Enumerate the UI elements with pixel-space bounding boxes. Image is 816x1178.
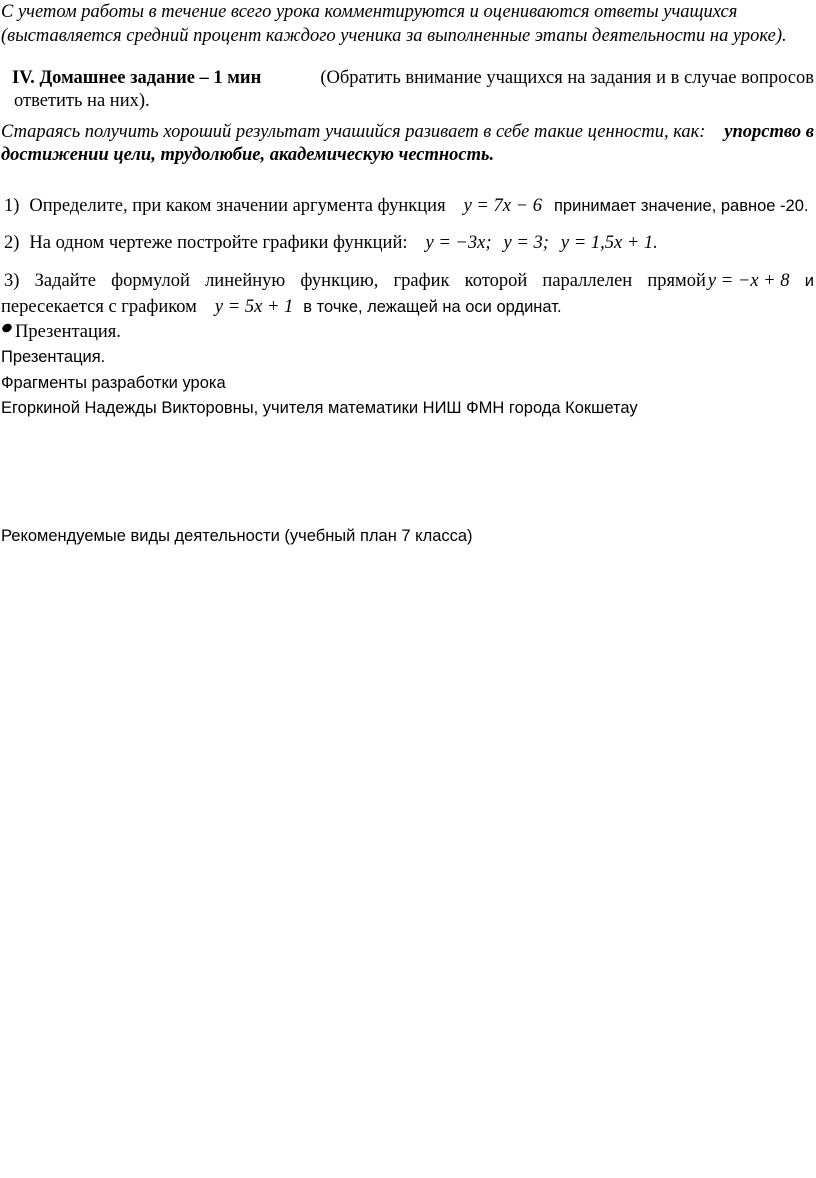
task-3-word: график xyxy=(393,271,450,291)
homework-numeral: IV. xyxy=(12,68,35,88)
homework-heading xyxy=(12,68,261,89)
task-2-text: На одном чертеже постройте графики функций: xyxy=(29,233,408,253)
task-3-tail: в точке, лежащей на оси ординат. xyxy=(303,298,562,316)
task-2-formula-1: y = −3x; xyxy=(425,233,492,253)
task-1-formula: y = 7x − 6 xyxy=(463,196,542,216)
bullet-item-text: Презентация. xyxy=(15,322,121,342)
task-1 xyxy=(4,196,808,217)
fragments-title: Фрагменты разработки урока xyxy=(1,374,226,392)
recommended-activities: Рекомендуемые виды деятельности (учебный план 7 класса) xyxy=(1,527,473,545)
task-1-tail: принимает значение, равное -20. xyxy=(553,197,809,215)
task-2-formula-3: y = 1,5x + 1. xyxy=(560,233,658,253)
bullet-list-item xyxy=(2,322,121,343)
values-line-1 xyxy=(1,122,814,143)
values-line-2: достижении цели, трудолюбие, академическую честность. xyxy=(1,145,495,165)
task-3-word: Задайте xyxy=(34,271,96,291)
task-3-word: формулой xyxy=(111,271,190,291)
task-2-formula-2: y = 3; xyxy=(503,233,549,253)
homework-note-line-2: ответить на них). xyxy=(14,91,150,111)
task-3-word: параллелен xyxy=(542,271,633,291)
task-3-number: 3) xyxy=(4,271,20,291)
task-1-text: Определите, при каком значении аргумента функция xyxy=(29,196,446,216)
author-line: Егоркиной Надежды Викторовны, учителя математики НИШ ФМН города Кокшетау xyxy=(1,399,638,417)
task-1-number: 1) xyxy=(4,196,20,216)
task-3-formula: y = −x + 8 xyxy=(707,271,790,291)
task-3-line-2-text: пересекается с графиком xyxy=(1,297,197,317)
intro-line-1: С учетом работы в течение всего урока комментируются и оцениваются ответы учащихся xyxy=(1,2,738,22)
homework-title: Домашнее задание – 1 мин xyxy=(39,68,262,88)
task-3-word: прямой xyxy=(647,271,706,291)
task-3-word: которой xyxy=(464,271,528,291)
task-3-word: линейную xyxy=(205,271,286,291)
task-3-line-1 xyxy=(4,271,814,292)
task-3-formula-2: y = 5x + 1 xyxy=(214,297,294,317)
values-intro-text: Стараясь получить хороший результат учашийся разивает в себе такие ценности, как: xyxy=(1,122,706,142)
task-2 xyxy=(4,233,658,254)
bullet-icon xyxy=(1,322,14,334)
task-3-line-2 xyxy=(1,297,562,318)
homework-line-1 xyxy=(12,68,814,89)
task-2-number: 2) xyxy=(4,233,20,253)
intro-line-2: (выставляется средний процент каждого ученика за выполненные этапы деятельности на уроке). xyxy=(1,26,787,46)
homework-note: (Обратить внимание учащихся на задания и в случае вопросов xyxy=(320,68,814,88)
values-bold-start: упорство в xyxy=(724,122,814,142)
task-3-word: и xyxy=(804,272,814,290)
presentation-label: Презентация. xyxy=(1,348,106,366)
task-3-word: функцию, xyxy=(300,271,379,291)
